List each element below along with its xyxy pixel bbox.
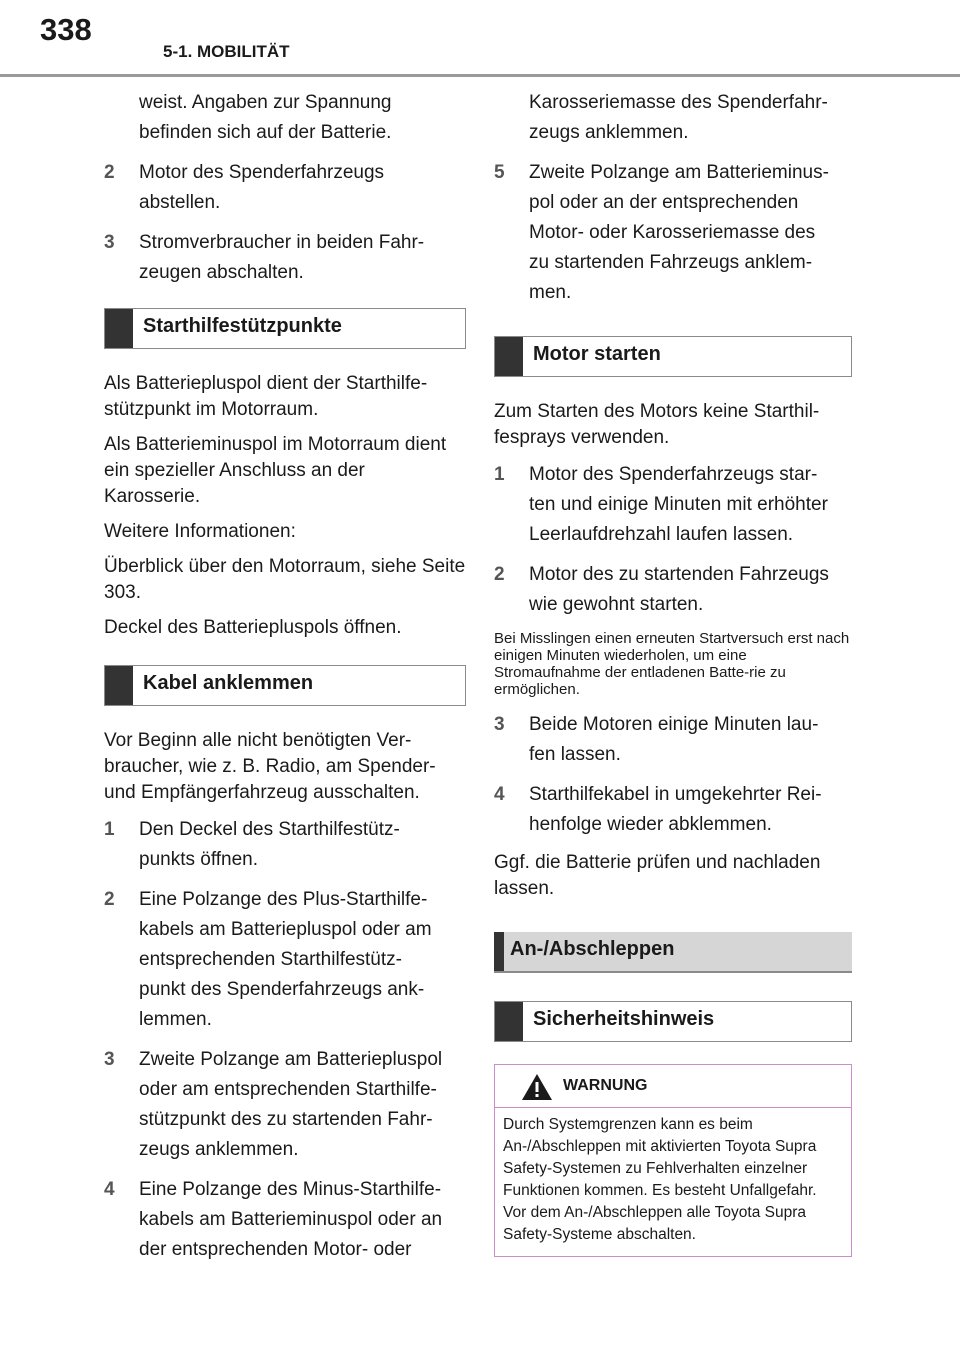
- text-line: Motor- oder Karosseriemasse des: [529, 222, 816, 243]
- text-line: Karosseriemasse des Spenderfahr-: [529, 92, 828, 113]
- text-line: Motor des Spenderfahrzeugs: [139, 162, 385, 183]
- text-line: lemmen.: [139, 1009, 212, 1030]
- text-line: kabels am Batteriepluspol oder am: [139, 919, 432, 940]
- text-line: Stromverbraucher in beiden Fahr-: [139, 232, 425, 253]
- step-item: [104, 1175, 466, 1265]
- text-line: zeugen abschalten.: [139, 262, 304, 283]
- text-line: wie gewohnt starten.: [529, 594, 704, 615]
- section-title: Sicherheitshinweis: [533, 1008, 715, 1030]
- step-number: 4: [104, 1179, 115, 1200]
- text-line: Eine Polzange des Minus-Starthilfe-: [139, 1179, 442, 1200]
- paragraph: Ggf. die Batterie prüfen und nachladen lassen.: [494, 852, 821, 899]
- step-item: [494, 710, 852, 770]
- step-number: 3: [104, 232, 115, 253]
- note-text: Bei Misslingen einen erneuten Startversuch erst nach einigen Minuten wiederholen, um eine Stromaufnahme der entladenen Batte-rie zu ermöglichen.: [494, 630, 850, 698]
- section-heading-starthilfestuetzpunkte: [104, 308, 466, 349]
- text-line: entsprechenden Starthilfestütz-: [139, 949, 402, 970]
- text-line: stützpunkt des zu startenden Fahr-: [139, 1109, 433, 1130]
- text-line: oder am entsprechenden Starthilfe-: [139, 1079, 437, 1100]
- page-number: 338: [40, 12, 92, 47]
- step-number: 2: [104, 889, 115, 910]
- paragraph: Als Batterieminuspol im Motorraum dient ein spezieller Anschluss an der Karosserie.: [104, 434, 447, 507]
- step-item: [494, 158, 852, 308]
- section-bar: [105, 666, 133, 705]
- text-line: abstellen.: [139, 192, 221, 213]
- text-line: der entsprechenden Motor- oder: [139, 1239, 412, 1260]
- paragraph: Zum Starten des Motors keine Starthil-fesprays verwenden.: [494, 401, 820, 448]
- section-bar: [494, 932, 504, 971]
- step-number: 3: [104, 1049, 115, 1070]
- text-line: Motor des zu startenden Fahrzeugs: [529, 564, 829, 585]
- text-line: Beide Motoren einige Minuten lau-: [529, 714, 819, 735]
- paragraph: Überblick über den Motorraum, siehe Seite 303.: [104, 556, 466, 603]
- step-item: [104, 158, 466, 218]
- text-line: ten und einige Minuten mit erhöhter: [529, 494, 828, 515]
- text-line: Motor des Spenderfahrzeugs star-: [529, 464, 818, 485]
- text-line: henfolge wieder abklemmen.: [529, 814, 772, 835]
- step-item: [104, 228, 466, 288]
- step-item: [104, 1045, 466, 1165]
- text-line: zu startenden Fahrzeugs anklem-: [529, 252, 813, 273]
- step-number: 1: [104, 819, 115, 840]
- section-title: Kabel anklemmen: [143, 672, 314, 694]
- step-number: 1: [494, 464, 505, 485]
- text-line: fen lassen.: [529, 744, 621, 765]
- section-title: Starthilfestützpunkte: [143, 315, 342, 337]
- continued-text: [494, 88, 852, 148]
- section-heading-sicherheitshinweis: [494, 1001, 852, 1042]
- step-number: 3: [494, 714, 505, 735]
- paragraph: Als Batteriepluspol dient der Starthilfe-stützpunkt im Motorraum.: [104, 373, 428, 420]
- step-number: 4: [494, 784, 505, 805]
- section-bar: [495, 337, 523, 376]
- section-heading-abschleppen: [494, 932, 852, 973]
- text-line: men.: [529, 282, 572, 303]
- text-line: weist. Angaben zur Spannung: [139, 92, 392, 113]
- text-line: Starthilfekabel in umgekehrter Rei-: [529, 784, 822, 805]
- warning-text: Durch Systemgrenzen kann es beim An-/Abschleppen mit aktivierten Toyota Supra Safety-Systemen zu Fehlverhalten einzelner Funktionen kommen. Es besteht Unfallgefahr. Vor dem An-/Abschleppen alle Toyota Supra Safety-Systeme abschalten.: [503, 1116, 817, 1243]
- left-column: [104, 88, 466, 1275]
- page-header: [0, 0, 960, 80]
- text-line: kabels am Batterieminuspol oder an: [139, 1209, 443, 1230]
- step-item: [494, 460, 852, 550]
- step-item: [494, 560, 852, 620]
- text-line: punkts öffnen.: [139, 849, 259, 870]
- text-line: zeugs anklemmen.: [529, 122, 689, 143]
- step-item: [104, 885, 466, 1035]
- text-line: Zweite Polzange am Batteriepluspol: [139, 1049, 443, 1070]
- step-item: [104, 815, 466, 875]
- text-line: zeugs anklemmen.: [139, 1139, 299, 1160]
- step-number: 2: [494, 564, 505, 585]
- step-number: 2: [104, 162, 115, 183]
- warning-triangle-icon: [521, 1073, 553, 1101]
- step-item: [494, 780, 852, 840]
- paragraph: Vor Beginn alle nicht benötigten Ver-braucher, wie z. B. Radio, am Spender- und Empfängerfahrzeug ausschalten.: [104, 730, 436, 803]
- section-bar: [105, 309, 133, 348]
- step-number: 5: [494, 162, 505, 183]
- text-line: punkt des Spenderfahrzeugs ank-: [139, 979, 425, 1000]
- text-line: pol oder an der entsprechenden: [529, 192, 799, 213]
- warning-label: WARNUNG: [563, 1077, 648, 1094]
- section-heading-motor-starten: [494, 336, 852, 377]
- chapter-title: 5-1. MOBILITÄT: [163, 42, 290, 61]
- section-bar: [495, 1002, 523, 1041]
- text-line: Leerlaufdrehzahl laufen lassen.: [529, 524, 794, 545]
- right-column: [494, 88, 852, 1257]
- section-heading-kabel-anklemmen: [104, 665, 466, 706]
- text-line: befinden sich auf der Batterie.: [139, 122, 392, 143]
- warning-box: [494, 1064, 852, 1257]
- section-title: An-/Abschleppen: [510, 938, 675, 960]
- text-line: Eine Polzange des Plus-Starthilfe-: [139, 889, 428, 910]
- warning-header: [495, 1065, 851, 1108]
- paragraph: Deckel des Batteriepluspols öffnen.: [104, 617, 402, 638]
- text-line: Zweite Polzange am Batterieminus-: [529, 162, 829, 183]
- header-divider: [0, 74, 960, 77]
- intro-text: [104, 88, 466, 148]
- text-line: Den Deckel des Starthilfestütz-: [139, 819, 400, 840]
- paragraph: Weitere Informationen:: [104, 521, 296, 542]
- section-title: Motor starten: [533, 343, 661, 365]
